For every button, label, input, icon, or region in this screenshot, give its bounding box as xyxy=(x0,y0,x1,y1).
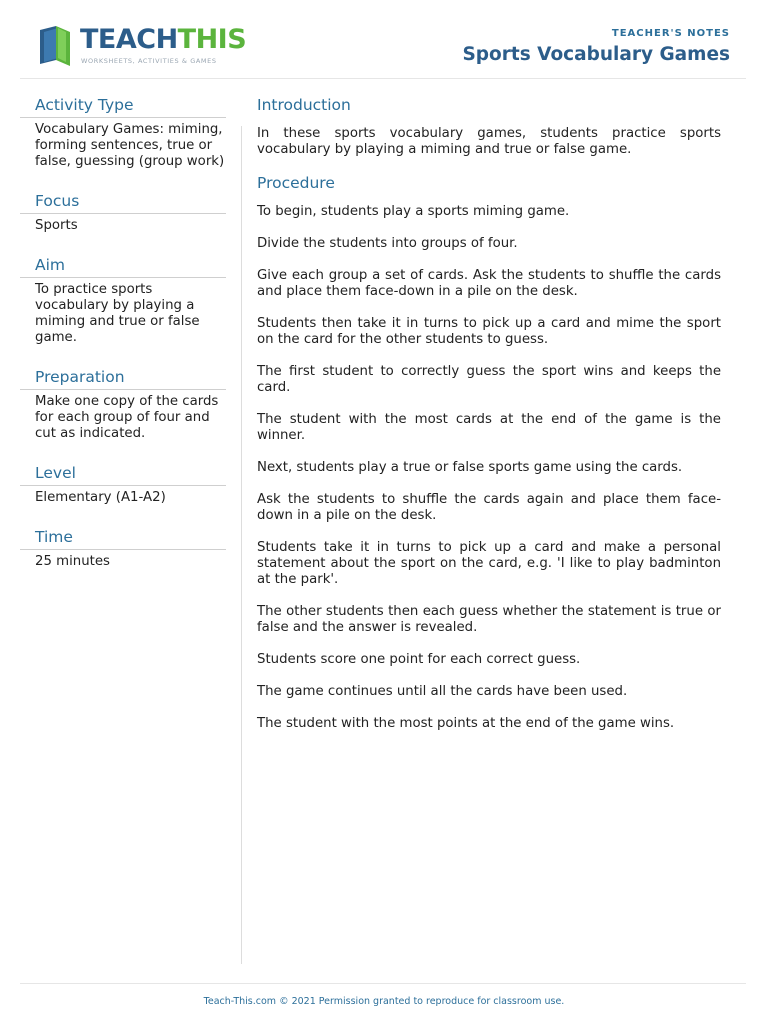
level-heading: Level xyxy=(20,464,226,486)
copyright-footer[interactable]: Teach-This.com © 2021 Permission granted to reproduce for classroom use. xyxy=(203,996,565,1007)
procedure-step: Students take it in turns to pick up a card and make a personal statement about the sport on the card, e.g. 'I like to play badminton at the park'. xyxy=(257,540,721,587)
page-title: Sports Vocabulary Games xyxy=(462,44,730,65)
procedure-step: The student with the most points at the end of the game wins. xyxy=(257,716,675,731)
activity-type-section xyxy=(20,96,226,170)
teachers-notes-label: TEACHER'S NOTES xyxy=(611,28,730,39)
aim-section xyxy=(20,256,226,346)
procedure-step: To begin, students play a sports miming game. xyxy=(257,204,570,219)
preparation-text: Make one copy of the cards for each group of four and cut as indicated. xyxy=(35,394,219,441)
logo-tagline: WORKSHEETS, ACTIVITIES & GAMES xyxy=(81,57,217,65)
introduction-heading: Introduction xyxy=(257,96,351,114)
activity-type-heading: Activity Type xyxy=(20,96,226,118)
preparation-heading: Preparation xyxy=(20,368,226,390)
info-sidebar xyxy=(20,96,226,592)
logo-wordmark: TEACHTHIS xyxy=(80,24,247,55)
teach-this-logo[interactable] xyxy=(36,22,247,70)
time-heading: Time xyxy=(20,528,226,550)
focus-section xyxy=(20,192,226,234)
procedure-step: Students then take it in turns to pick up a card and mime the sport on the card for the other students to guess. xyxy=(257,316,721,347)
procedure-step: Give each group a set of cards. Ask the students to shuffle the cards and place them face-down in a pile on the desk. xyxy=(257,268,721,299)
procedure-step: The other students then each guess whether the statement is true or false and the answer is revealed. xyxy=(257,604,721,635)
time-text: 25 minutes xyxy=(35,554,110,569)
procedure-heading: Procedure xyxy=(257,174,335,192)
time-section xyxy=(20,528,226,570)
procedure-steps xyxy=(257,204,721,732)
level-text: Elementary (A1-A2) xyxy=(35,490,166,505)
focus-heading: Focus xyxy=(20,192,226,214)
aim-text: To practice sports vocabulary by playing a miming and true or false game. xyxy=(35,282,200,345)
procedure-step: The first student to correctly guess the sport wins and keeps the card. xyxy=(257,364,721,395)
procedure-step: Ask the students to shuffle the cards again and place them face-down in a pile on the desk. xyxy=(257,492,721,523)
procedure-step: Students score one point for each correct guess. xyxy=(257,652,581,667)
aim-heading: Aim xyxy=(20,256,226,278)
procedure-step: The student with the most cards at the end of the game is the winner. xyxy=(257,412,721,443)
procedure-step: The game continues until all the cards have been used. xyxy=(257,684,628,699)
activity-type-text: Vocabulary Games: miming, forming sentences, true or false, guessing (group work) xyxy=(35,122,225,169)
introduction-text: In these sports vocabulary games, students practice sports vocabulary by playing a miming and true or false game. xyxy=(257,126,721,157)
procedure-step: Next, students play a true or false sports game using the cards. xyxy=(257,460,683,475)
focus-text: Sports xyxy=(35,218,78,233)
footer-divider xyxy=(20,983,746,984)
preparation-section xyxy=(20,368,226,442)
book-logo-icon xyxy=(36,24,74,66)
main-content xyxy=(257,96,721,748)
page-header xyxy=(20,0,746,79)
level-section xyxy=(20,464,226,506)
procedure-step: Divide the students into groups of four. xyxy=(257,236,518,251)
column-divider xyxy=(241,126,242,964)
